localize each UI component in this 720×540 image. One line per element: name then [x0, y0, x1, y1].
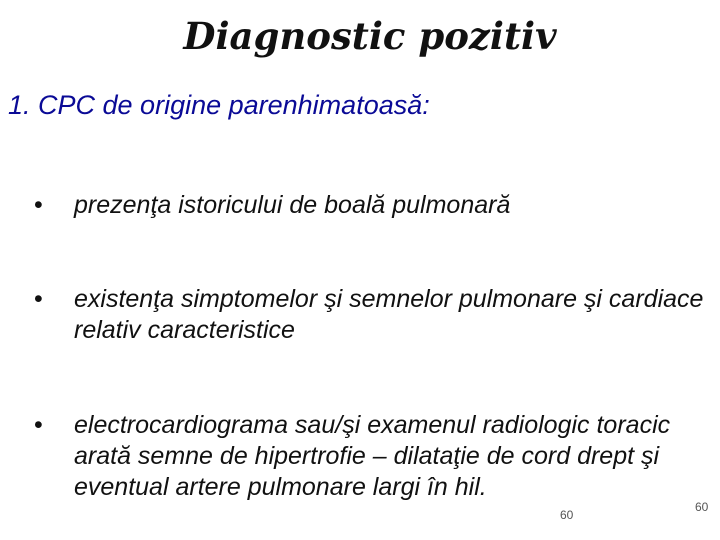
slide-title: Diagnostic pozitiv — [183, 14, 557, 58]
bullet-item — [34, 284, 704, 346]
bullet-item — [34, 410, 704, 503]
bullet-marker: • — [34, 285, 43, 313]
slide-subtitle: 1. CPC de origine parenhimatoasă: — [8, 90, 430, 120]
bullet-marker: • — [34, 411, 43, 439]
page-number: 60 — [560, 508, 574, 522]
bullet-marker: • — [34, 191, 43, 219]
bullet-text: existenţa simptomelor şi semnelor pulmonare şi cardiace relativ caracteristice — [74, 285, 704, 344]
bullet-item — [34, 190, 704, 221]
bullet-text: electrocardiograma sau/şi examenul radiologic toracic arată semne de hipertrofie – dilataţie de cord drept şi eventual artere pulmonare largi în hil. — [74, 411, 671, 501]
page-number-secondary: 60 — [695, 500, 709, 514]
bullet-text: prezenţa istoricului de boală pulmonară — [74, 191, 511, 219]
